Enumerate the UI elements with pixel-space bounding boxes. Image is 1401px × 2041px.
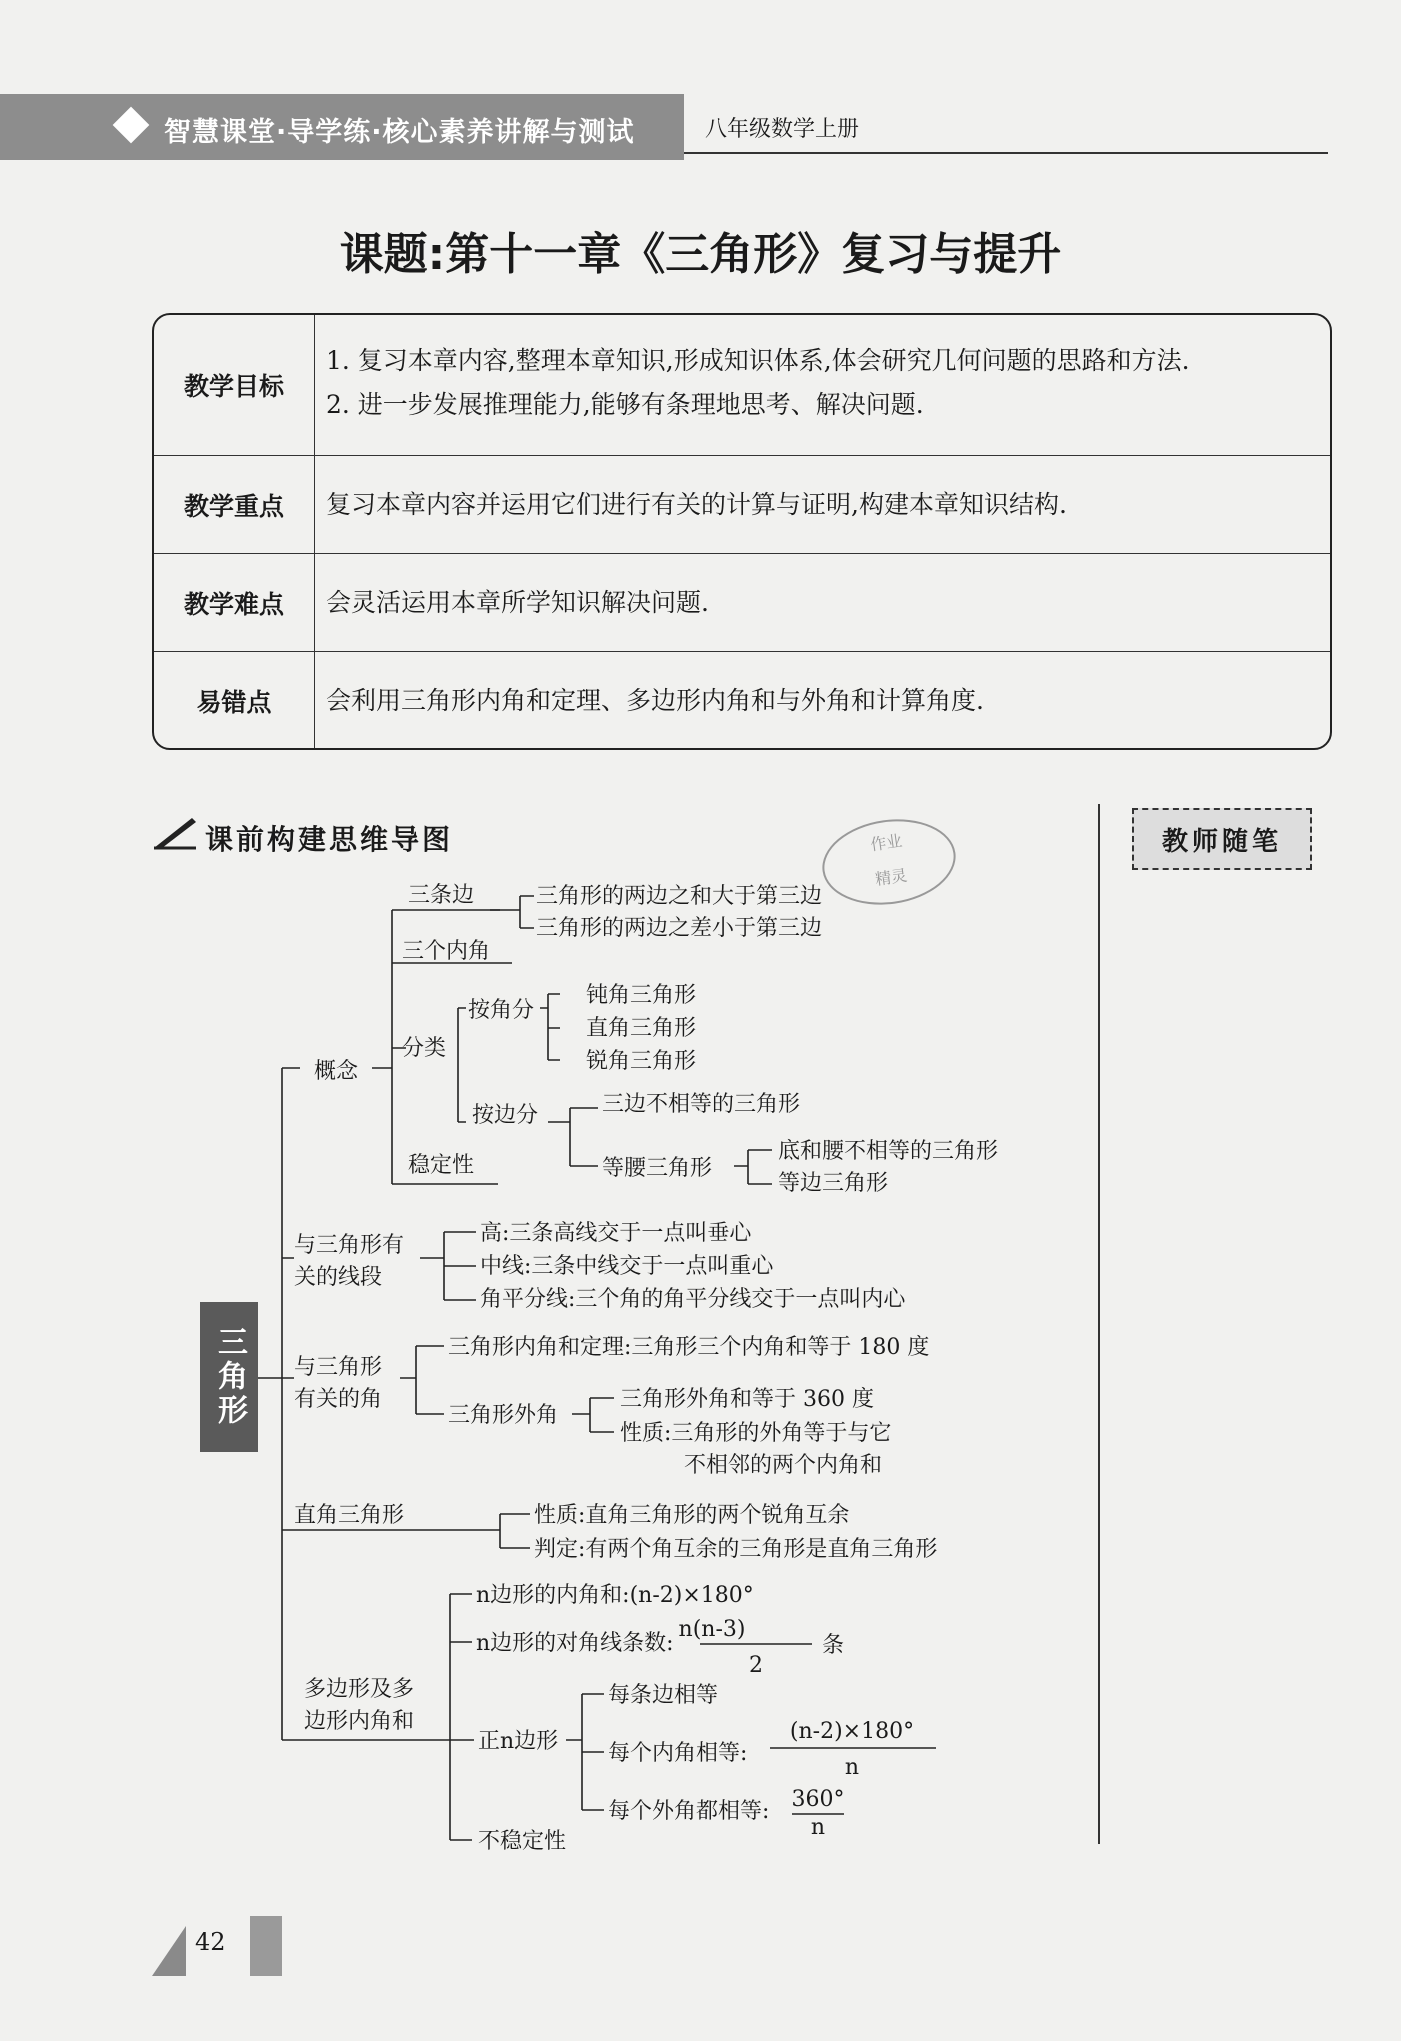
exterior-sum: 三角形外角和等于 360 度 bbox=[620, 1387, 874, 1412]
sides-item: 三角形的两边之差小于第三边 bbox=[536, 916, 823, 941]
right-triangle-item: 性质:直角三角形的两个锐角互余 bbox=[534, 1503, 850, 1528]
branch-line bbox=[400, 1346, 444, 1414]
branch-line bbox=[572, 1398, 614, 1432]
regular-interior-label: 每个内角相等: bbox=[608, 1741, 748, 1766]
related-angles-node: 有关的角 bbox=[294, 1387, 383, 1412]
row-label: 教学目标 bbox=[154, 315, 315, 455]
interior-sum-node: 三角形内角和定理:三角形三个内角和等于 180 度 bbox=[448, 1335, 930, 1360]
stability-node: 稳定性 bbox=[408, 1153, 475, 1178]
polygon-interior-sum: n边形的内角和:(n-2)×180° bbox=[476, 1583, 754, 1608]
right-triangle-node: 直角三角形 bbox=[294, 1503, 405, 1528]
by-angle-node: 按角分 bbox=[468, 998, 535, 1023]
page-tab-triangle bbox=[152, 1926, 186, 1976]
row-label: 易错点 bbox=[154, 652, 315, 749]
segments-node: 关的线段 bbox=[294, 1265, 383, 1290]
by-side-node: 按边分 bbox=[472, 1103, 539, 1128]
stamp-bottom-text: 精灵 bbox=[873, 865, 909, 889]
row-text: 复习本章内容并运用它们进行有关的计算与证明,构建本章知识结构. bbox=[326, 490, 1067, 519]
row-label: 教学重点 bbox=[154, 456, 315, 554]
segments-item: 角平分线:三个角的角平分线交于一点叫内心 bbox=[480, 1287, 906, 1312]
interior-denominator: n bbox=[844, 1755, 860, 1780]
sides-node: 三条边 bbox=[408, 883, 475, 908]
branch-line bbox=[458, 1008, 466, 1122]
root-node: 三角形 bbox=[200, 1302, 258, 1452]
polygon-node: 边形内角和 bbox=[304, 1709, 415, 1734]
angles-node: 三个内角 bbox=[402, 939, 491, 964]
row-text: 会灵活运用本章所学知识解决问题. bbox=[326, 588, 709, 617]
diagonals-numerator: n(n-3) bbox=[678, 1617, 746, 1642]
teacher-notes-label: 教师随笔 bbox=[1132, 808, 1312, 870]
regular-equal-sides: 每条边相等 bbox=[608, 1683, 719, 1708]
diagonals-denominator: 2 bbox=[749, 1653, 763, 1678]
regular-polygon-node: 正n边形 bbox=[478, 1729, 559, 1754]
isosceles-item: 等边三角形 bbox=[778, 1171, 889, 1196]
exterior-denominator: n bbox=[810, 1815, 826, 1840]
unstable-node: 不稳定性 bbox=[478, 1829, 567, 1854]
series-title: 智慧课堂·导学练·核心素养讲解与测试 bbox=[164, 117, 635, 148]
scalene-node: 三边不相等的三角形 bbox=[602, 1092, 801, 1117]
branch-line bbox=[734, 1150, 772, 1184]
branch-line bbox=[566, 1694, 604, 1810]
regular-exterior-label: 每个外角都相等: bbox=[608, 1799, 770, 1824]
row-text: 1. 复习本章内容,整理本章知识,形成知识体系,体会研究几何问题的思路和方法. bbox=[326, 346, 1190, 375]
branch-line bbox=[540, 994, 560, 1060]
page-tab-block bbox=[250, 1916, 282, 1976]
concept-node: 概念 bbox=[314, 1059, 359, 1084]
row-text: 会利用三角形内角和定理、多边形内角和与外角和计算角度. bbox=[326, 686, 984, 715]
branch-line bbox=[490, 896, 534, 928]
grade-label: 八年级数学上册 bbox=[705, 117, 860, 142]
exterior-node: 三角形外角 bbox=[448, 1403, 559, 1428]
row-text: 2. 进一步发展推理能力,能够有条理地思考、解决问题. bbox=[326, 390, 924, 419]
branch-line bbox=[258, 1068, 282, 1740]
polygon-diagonals-label: n边形的对角线条数: bbox=[476, 1631, 674, 1656]
page-number: 42 bbox=[195, 1928, 226, 1956]
sides-item: 三角形的两边之和大于第三边 bbox=[536, 884, 823, 909]
right-triangle-item: 判定:有两个角互余的三角形是直角三角形 bbox=[534, 1537, 938, 1562]
segments-item: 高:三条高线交于一点叫垂心 bbox=[480, 1221, 752, 1246]
classify-node: 分类 bbox=[402, 1036, 447, 1061]
branch-line bbox=[372, 910, 392, 1184]
isosceles-node: 等腰三角形 bbox=[602, 1156, 713, 1181]
related-angles-node: 与三角形 bbox=[294, 1355, 383, 1380]
isosceles-item: 底和腰不相等的三角形 bbox=[778, 1139, 999, 1164]
lesson-title: 课题:第十一章《三角形》复习与提升 bbox=[339, 229, 1062, 280]
segments-node: 与三角形有 bbox=[294, 1233, 405, 1258]
branch-line bbox=[548, 1108, 598, 1166]
by-angle-item: 直角三角形 bbox=[586, 1016, 697, 1041]
segments-item: 中线:三条中线交于一点叫重心 bbox=[480, 1254, 774, 1279]
branch-line bbox=[420, 1232, 476, 1300]
diagonals-unit: 条 bbox=[822, 1633, 845, 1658]
exterior-property: 不相邻的两个内角和 bbox=[684, 1453, 883, 1478]
mindmap-heading: 课前构建思维导图 bbox=[205, 823, 454, 856]
by-angle-item: 钝角三角形 bbox=[586, 983, 697, 1008]
interior-numerator: (n-2)×180° bbox=[789, 1719, 915, 1744]
stamp-top-text: 作业 bbox=[869, 831, 904, 855]
exterior-property: 性质:三角形的外角等于与它 bbox=[620, 1421, 892, 1446]
polygon-node: 多边形及多 bbox=[304, 1677, 415, 1702]
exterior-numerator: 360° bbox=[791, 1787, 845, 1812]
by-angle-item: 锐角三角形 bbox=[586, 1049, 697, 1074]
row-label: 教学难点 bbox=[154, 554, 315, 652]
